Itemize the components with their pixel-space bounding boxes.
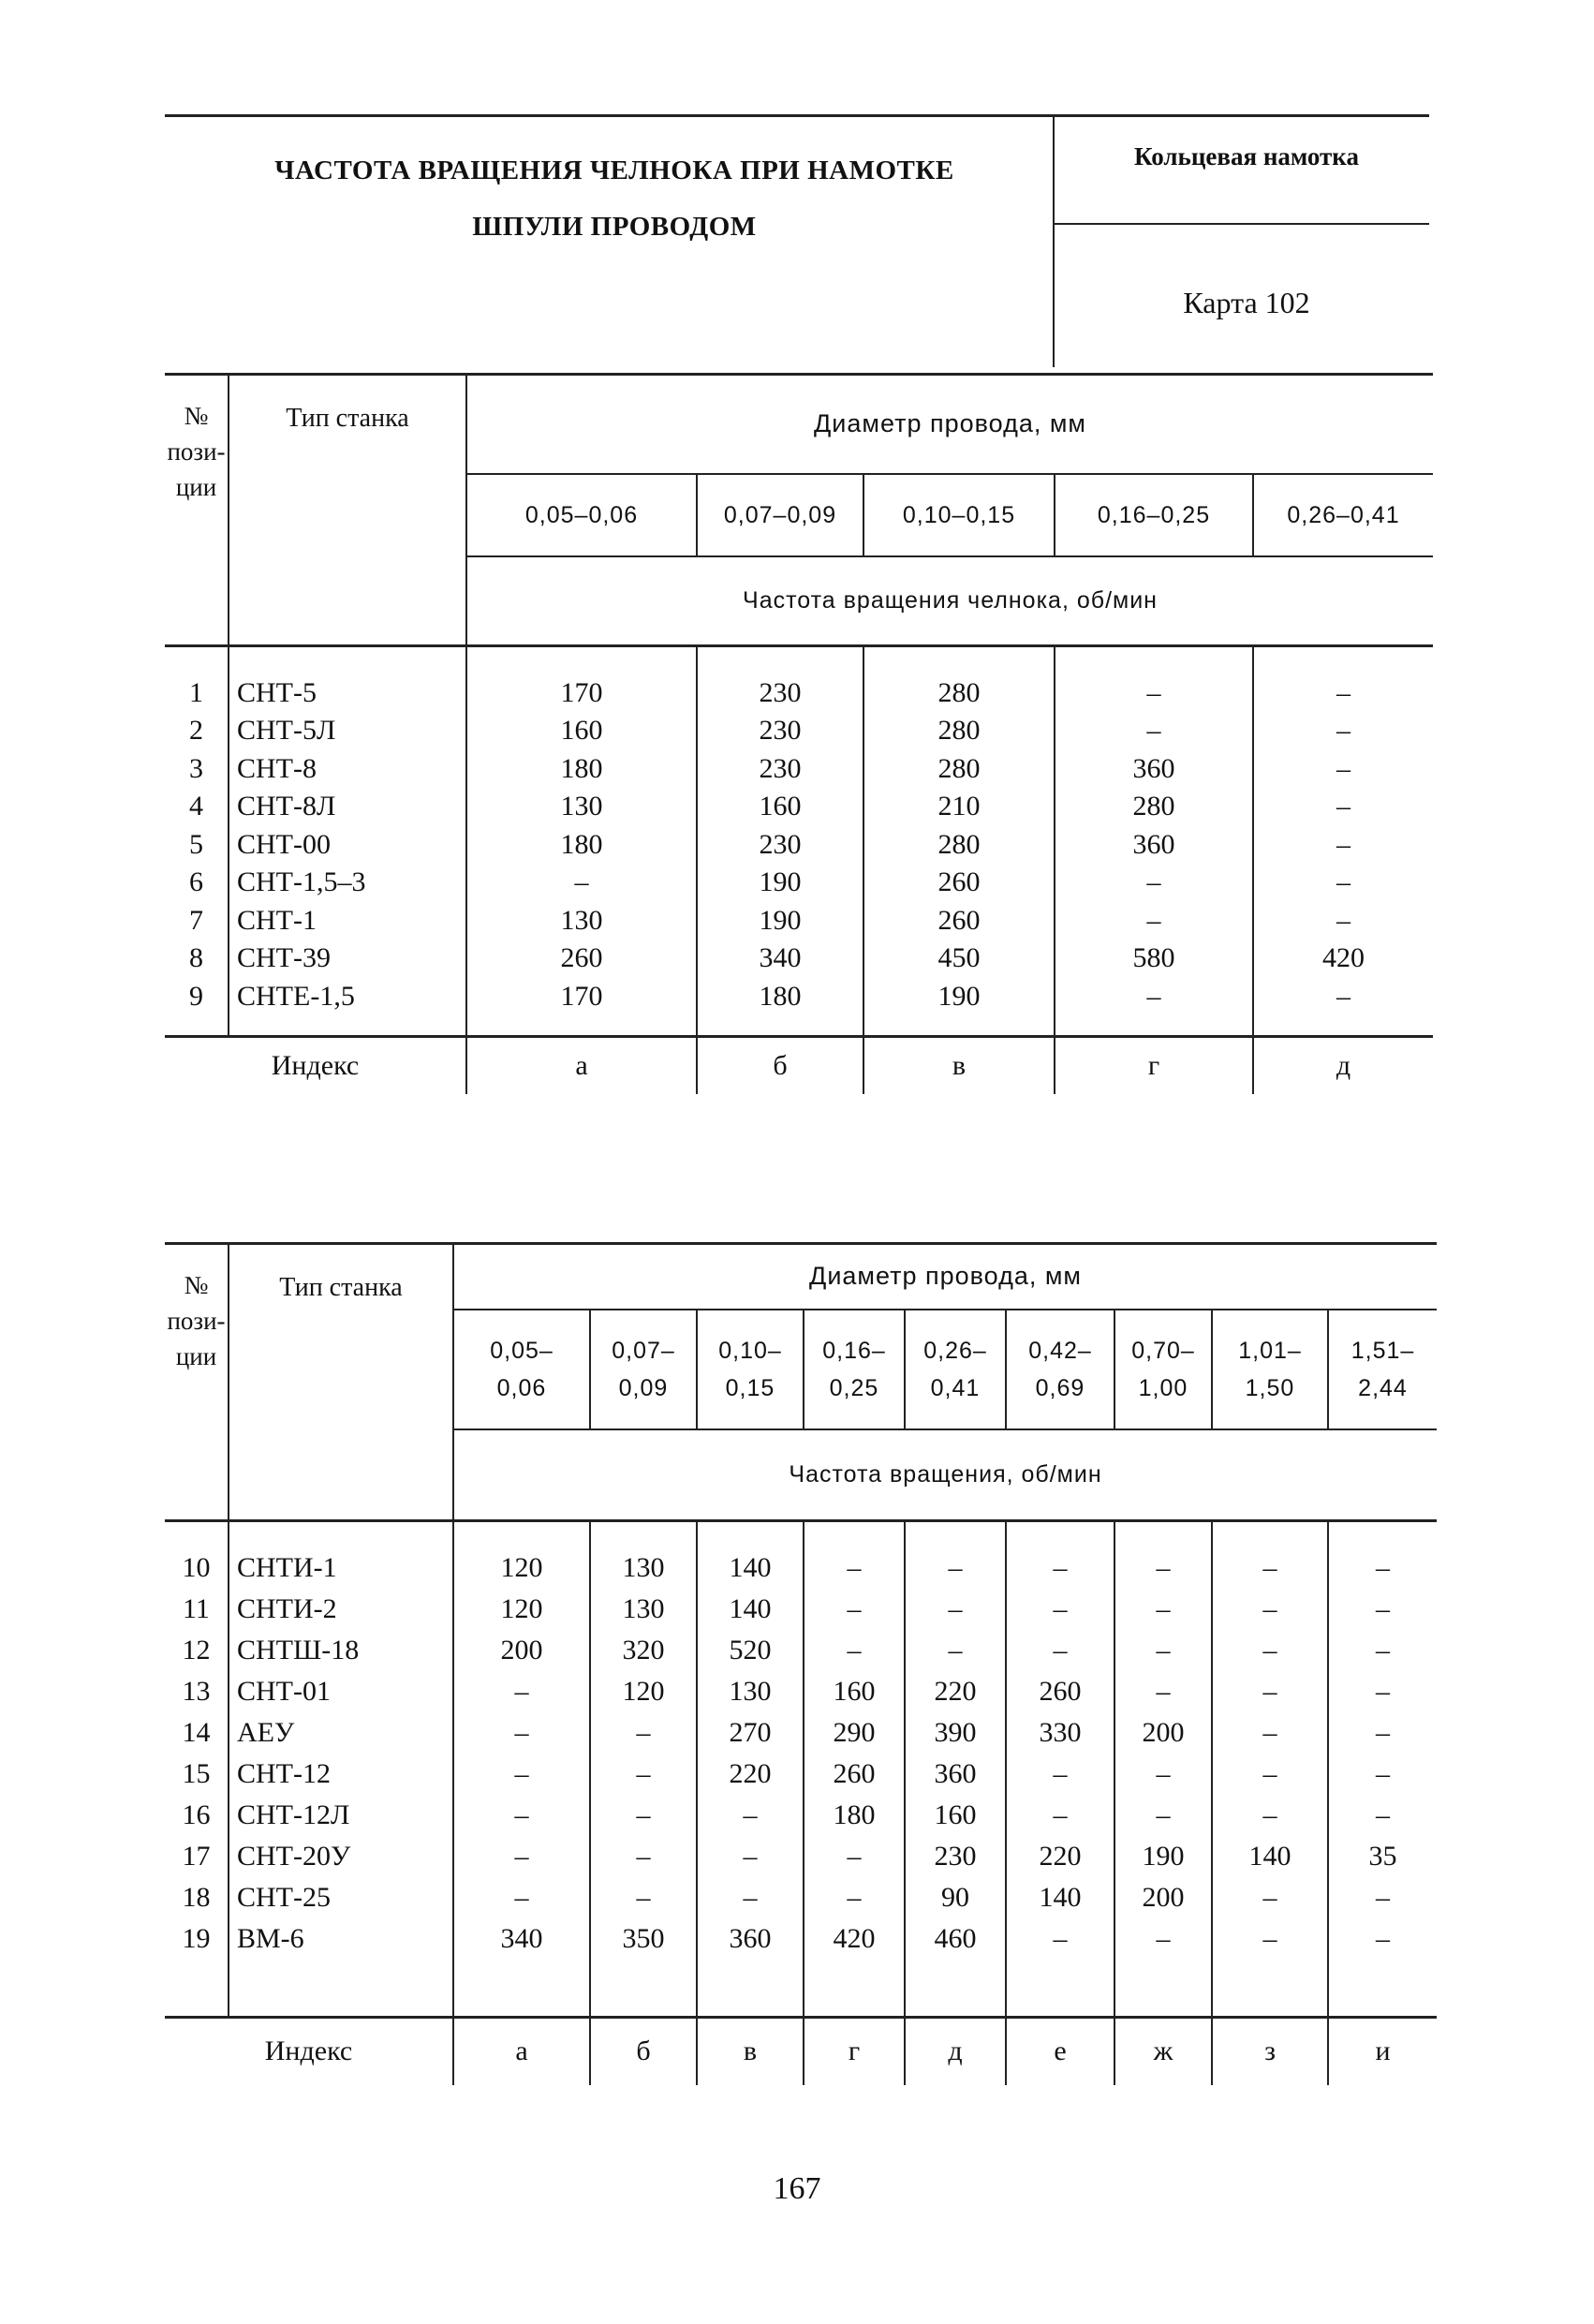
value-cell: 130	[697, 1671, 804, 1712]
spacer-cell	[1055, 646, 1253, 674]
table-row	[165, 864, 1433, 902]
range-to: 0,25	[829, 1374, 879, 1401]
spacer-cell	[453, 1960, 590, 2018]
value-cell: –	[697, 1836, 804, 1877]
machine-type: СНТ-12Л	[229, 1795, 453, 1836]
table-1	[165, 373, 1433, 1094]
machine-type: АЕУ	[229, 1712, 453, 1754]
value-cell: 210	[863, 788, 1055, 826]
spacer-cell	[1114, 1521, 1212, 1547]
value-cell: 180	[466, 750, 697, 789]
winding-type: Кольцевая намотка	[1134, 142, 1359, 170]
range-a: 0,05–0,06	[466, 474, 697, 556]
value-cell: –	[1114, 1918, 1212, 1960]
value-cell: 170	[466, 674, 697, 713]
spacer-cell	[697, 1015, 863, 1036]
spacer-cell	[165, 646, 229, 674]
index-cell: б	[590, 2018, 697, 2085]
value-cell: 90	[905, 1877, 1006, 1918]
card-title-line2: ШПУЛИ ПРОВОДОМ	[472, 212, 757, 242]
value-cell: –	[804, 1877, 905, 1918]
spacer-cell	[1006, 1960, 1114, 2018]
range-to: 0,09	[618, 1374, 669, 1401]
value-cell: 130	[466, 788, 697, 826]
value-cell: 140	[697, 1589, 804, 1630]
index-b: б	[697, 1036, 863, 1094]
machine-type: СНТ-1	[229, 902, 466, 940]
value-cell: –	[1253, 674, 1433, 713]
spacer-cell	[804, 1521, 905, 1547]
range-to: 0,06	[496, 1374, 547, 1401]
range-from: 1,51–	[1350, 1337, 1415, 1364]
value-cell: 280	[863, 750, 1055, 789]
spacer-cell	[590, 1521, 697, 1547]
value-cell: 280	[863, 712, 1055, 750]
value-cell: –	[804, 1589, 905, 1630]
value-cell: 280	[863, 674, 1055, 713]
range-cell	[590, 1310, 697, 1429]
value-cell: 200	[1114, 1712, 1212, 1754]
spacer-cell	[1055, 1015, 1253, 1036]
machine-type: СНТ-01	[229, 1671, 453, 1712]
value-cell: 230	[697, 826, 863, 865]
value-cell: –	[1055, 712, 1253, 750]
value-cell: –	[1055, 864, 1253, 902]
value-cell: 420	[804, 1918, 905, 1960]
value-cell: –	[1253, 712, 1433, 750]
value-cell: –	[1253, 788, 1433, 826]
value-cell: 360	[1055, 750, 1253, 789]
frequency-header: Частота вращения, об/мин	[453, 1429, 1437, 1521]
value-cell: –	[453, 1671, 590, 1712]
machine-type: СНТ-39	[229, 940, 466, 978]
row-number: 4	[189, 791, 203, 822]
index-cell: е	[1006, 2018, 1114, 2085]
spacer-cell	[165, 1521, 229, 1547]
value-cell: 220	[1006, 1836, 1114, 1877]
value-cell: 120	[590, 1671, 697, 1712]
value-cell: –	[1006, 1754, 1114, 1795]
range-cell	[905, 1310, 1006, 1429]
col-position-no: № пози- ции	[165, 1244, 229, 1521]
card-title	[165, 142, 1064, 255]
index-cell: а	[453, 2018, 590, 2085]
range-b: 0,07–0,09	[697, 474, 863, 556]
table-row	[165, 1877, 1437, 1918]
value-cell: 460	[905, 1918, 1006, 1960]
value-cell: –	[590, 1795, 697, 1836]
machine-type: СНТИ-2	[229, 1589, 453, 1630]
range-to: 2,44	[1358, 1374, 1408, 1401]
range-cell	[697, 1310, 804, 1429]
diameter-header: Диаметр провода, мм	[466, 375, 1433, 474]
value-cell: 350	[590, 1918, 697, 1960]
spacer-cell	[1253, 646, 1433, 674]
range-to: 1,00	[1138, 1374, 1188, 1401]
value-cell: 200	[1114, 1877, 1212, 1918]
value-cell: 360	[1055, 826, 1253, 865]
range-from: 1,01–	[1238, 1337, 1302, 1364]
row-number: 10	[182, 1551, 211, 1583]
value-cell: 340	[697, 940, 863, 978]
value-cell: 360	[905, 1754, 1006, 1795]
value-cell: –	[804, 1630, 905, 1671]
value-cell: 420	[1253, 940, 1433, 978]
spacer-cell	[905, 1521, 1006, 1547]
range-cell	[453, 1310, 590, 1429]
range-from: 0,07–	[612, 1337, 675, 1364]
row-number: 9	[189, 980, 203, 1012]
value-cell: 190	[697, 902, 863, 940]
table-row	[165, 1712, 1437, 1754]
value-cell: –	[1006, 1918, 1114, 1960]
value-cell: –	[1006, 1795, 1114, 1836]
value-cell: 270	[697, 1712, 804, 1754]
value-cell: –	[1328, 1795, 1437, 1836]
value-cell: 140	[1212, 1836, 1328, 1877]
value-cell: –	[466, 864, 697, 902]
range-cell	[1328, 1310, 1437, 1429]
spacer-cell	[590, 1960, 697, 2018]
col-machine-type: Тип станка	[229, 1244, 453, 1521]
value-cell: 190	[863, 978, 1055, 1016]
machine-type: СНТИ-1	[229, 1547, 453, 1589]
table-row	[165, 1836, 1437, 1877]
value-cell: 130	[466, 902, 697, 940]
row-number: 1	[189, 676, 203, 708]
table-row	[165, 712, 1433, 750]
value-cell: –	[1114, 1547, 1212, 1589]
value-cell: –	[590, 1754, 697, 1795]
value-cell: 260	[1006, 1671, 1114, 1712]
value-cell: –	[1328, 1671, 1437, 1712]
value-cell: –	[1328, 1589, 1437, 1630]
table-row	[165, 1547, 1437, 1589]
spacer-cell	[165, 1960, 229, 2018]
value-cell: –	[1055, 902, 1253, 940]
range-from: 0,10–	[718, 1337, 782, 1364]
range-cell	[1006, 1310, 1114, 1429]
index-cell: з	[1212, 2018, 1328, 2085]
value-cell: 230	[697, 674, 863, 713]
value-cell: –	[1253, 902, 1433, 940]
machine-type: СНТШ-18	[229, 1630, 453, 1671]
spacer-cell	[697, 646, 863, 674]
table-row	[165, 1918, 1437, 1960]
spacer-cell	[697, 1960, 804, 2018]
value-cell: 130	[590, 1547, 697, 1589]
machine-type: СНТ-5	[229, 674, 466, 713]
table-row	[165, 674, 1433, 713]
table-row	[165, 978, 1433, 1016]
value-cell: –	[1114, 1754, 1212, 1795]
value-cell: –	[1212, 1630, 1328, 1671]
range-from: 0,26–	[923, 1337, 987, 1364]
spacer-cell	[863, 646, 1055, 674]
value-cell: –	[1006, 1630, 1114, 1671]
value-cell: –	[590, 1836, 697, 1877]
value-cell: –	[1212, 1712, 1328, 1754]
row-number: 14	[182, 1716, 211, 1748]
spacer-cell	[1328, 1960, 1437, 2018]
spacer-cell	[466, 1015, 697, 1036]
card-header	[165, 114, 1429, 367]
value-cell: –	[1328, 1712, 1437, 1754]
spacer-cell	[229, 1015, 466, 1036]
spacer-cell	[905, 1960, 1006, 2018]
value-cell: –	[905, 1589, 1006, 1630]
index-cell: и	[1328, 2018, 1437, 2085]
index-cell: ж	[1114, 2018, 1212, 2085]
spacer-cell	[1328, 1521, 1437, 1547]
value-cell: –	[697, 1795, 804, 1836]
spacer-cell	[229, 1521, 453, 1547]
value-cell: 120	[453, 1589, 590, 1630]
value-cell: –	[453, 1877, 590, 1918]
col-position-no: № пози- ции	[165, 375, 229, 646]
index-g: г	[1055, 1036, 1253, 1094]
value-cell: –	[1114, 1795, 1212, 1836]
index-label: Индекс	[264, 2035, 353, 2067]
spacer-cell	[165, 1015, 229, 1036]
spacer-cell	[1212, 1521, 1328, 1547]
range-d: 0,26–0,41	[1253, 474, 1433, 556]
header-top-rule	[165, 114, 1429, 117]
frequency-header: Частота вращения челнока, об/мин	[466, 556, 1433, 646]
spacer-cell	[466, 646, 697, 674]
machine-type: СНТ-00	[229, 826, 466, 865]
value-cell: 190	[697, 864, 863, 902]
range-from: 0,05–	[490, 1337, 553, 1364]
value-cell: 360	[697, 1918, 804, 1960]
value-cell: –	[1328, 1918, 1437, 1960]
value-cell: –	[1212, 1754, 1328, 1795]
value-cell: 120	[453, 1547, 590, 1589]
value-cell: –	[453, 1712, 590, 1754]
range-from: 0,42–	[1028, 1337, 1092, 1364]
card-title-line1: ЧАСТОТА ВРАЩЕНИЯ ЧЕЛНОКА ПРИ НАМОТКЕ	[274, 155, 954, 185]
value-cell: –	[1328, 1754, 1437, 1795]
col-machine-type: Тип станка	[229, 375, 466, 646]
value-cell: –	[1212, 1877, 1328, 1918]
machine-type: СНТЕ-1,5	[229, 978, 466, 1016]
value-cell: 260	[863, 902, 1055, 940]
spacer-cell	[804, 1960, 905, 2018]
value-cell: 160	[905, 1795, 1006, 1836]
value-cell: –	[590, 1712, 697, 1754]
value-cell: –	[453, 1754, 590, 1795]
value-cell: –	[697, 1877, 804, 1918]
range-cell	[804, 1310, 905, 1429]
machine-type: СНТ-8Л	[229, 788, 466, 826]
value-cell: 260	[466, 940, 697, 978]
diameter-header: Диаметр провода, мм	[453, 1244, 1437, 1310]
value-cell: 520	[697, 1630, 804, 1671]
value-cell: 340	[453, 1918, 590, 1960]
machine-type: СНТ-1,5–3	[229, 864, 466, 902]
spacer-cell	[697, 1521, 804, 1547]
row-number: 19	[182, 1922, 211, 1954]
table-2	[165, 1242, 1437, 2085]
table-row	[165, 750, 1433, 789]
value-cell: 320	[590, 1630, 697, 1671]
value-cell: –	[453, 1795, 590, 1836]
value-cell: 130	[590, 1589, 697, 1630]
spacer-cell	[1253, 1015, 1433, 1036]
value-cell: –	[1253, 826, 1433, 865]
value-cell: 160	[697, 788, 863, 826]
value-cell: 180	[804, 1795, 905, 1836]
machine-type: ВМ-6	[229, 1918, 453, 1960]
spacer-cell	[229, 646, 466, 674]
range-to: 0,69	[1035, 1374, 1085, 1401]
value-cell: –	[1328, 1877, 1437, 1918]
range-to: 0,15	[725, 1374, 775, 1401]
value-cell: 280	[1055, 788, 1253, 826]
machine-type: СНТ-25	[229, 1877, 453, 1918]
index-cell: г	[804, 2018, 905, 2085]
range-cell	[1114, 1310, 1212, 1429]
range-to: 1,50	[1245, 1374, 1295, 1401]
value-cell: –	[804, 1836, 905, 1877]
value-cell: –	[905, 1547, 1006, 1589]
row-number: 7	[189, 904, 203, 936]
value-cell: 190	[1114, 1836, 1212, 1877]
value-cell: –	[1006, 1547, 1114, 1589]
value-cell: 180	[466, 826, 697, 865]
value-cell: –	[1212, 1918, 1328, 1960]
card-number: Карта 102	[1183, 286, 1310, 319]
value-cell: 390	[905, 1712, 1006, 1754]
row-number: 5	[189, 828, 203, 860]
row-number: 16	[182, 1799, 211, 1830]
row-number: 17	[182, 1840, 211, 1872]
value-cell: –	[453, 1836, 590, 1877]
table-row	[165, 1754, 1437, 1795]
value-cell: –	[1055, 674, 1253, 713]
spacer-cell	[453, 1521, 590, 1547]
row-number: 15	[182, 1757, 211, 1789]
table-row	[165, 1671, 1437, 1712]
table-row	[165, 788, 1433, 826]
table-row	[165, 1795, 1437, 1836]
range-to: 0,41	[930, 1374, 981, 1401]
value-cell: –	[1006, 1589, 1114, 1630]
value-cell: –	[1055, 978, 1253, 1016]
value-cell: 200	[453, 1630, 590, 1671]
value-cell: 160	[804, 1671, 905, 1712]
value-cell: –	[905, 1630, 1006, 1671]
value-cell: 220	[905, 1671, 1006, 1712]
value-cell: 280	[863, 826, 1055, 865]
table-row	[165, 940, 1433, 978]
value-cell: –	[1328, 1630, 1437, 1671]
index-a: а	[466, 1036, 697, 1094]
spacer-cell	[863, 1015, 1055, 1036]
value-cell: 140	[1006, 1877, 1114, 1918]
value-cell: –	[1114, 1630, 1212, 1671]
row-number: 2	[189, 715, 203, 747]
page-number: 167	[773, 2171, 821, 2206]
row-number: 18	[182, 1881, 211, 1913]
index-cell: в	[697, 2018, 804, 2085]
value-cell: 330	[1006, 1712, 1114, 1754]
index-v: в	[863, 1036, 1055, 1094]
row-number: 11	[183, 1592, 210, 1624]
value-cell: –	[1253, 864, 1433, 902]
value-cell: –	[1253, 978, 1433, 1016]
row-number: 12	[182, 1634, 211, 1665]
header-right-rule	[1053, 223, 1429, 225]
table-row	[165, 1630, 1437, 1671]
row-number: 6	[189, 866, 203, 898]
machine-type: СНТ-5Л	[229, 712, 466, 750]
value-cell: 170	[466, 978, 697, 1016]
machine-type: СНТ-8	[229, 750, 466, 789]
value-cell: 220	[697, 1754, 804, 1795]
row-number: 8	[189, 942, 203, 974]
machine-type: СНТ-20У	[229, 1836, 453, 1877]
machine-type: СНТ-12	[229, 1754, 453, 1795]
value-cell: 230	[697, 750, 863, 789]
spacer-cell	[1006, 1521, 1114, 1547]
value-cell: –	[804, 1547, 905, 1589]
value-cell: 450	[863, 940, 1055, 978]
value-cell: 290	[804, 1712, 905, 1754]
index-label: Индекс	[271, 1049, 360, 1081]
value-cell: –	[1114, 1589, 1212, 1630]
value-cell: 140	[697, 1547, 804, 1589]
range-v: 0,10–0,15	[863, 474, 1055, 556]
value-cell: 260	[804, 1754, 905, 1795]
value-cell: 160	[466, 712, 697, 750]
value-cell: –	[1328, 1547, 1437, 1589]
range-from: 0,70–	[1131, 1337, 1195, 1364]
range-g: 0,16–0,25	[1055, 474, 1253, 556]
index-d: д	[1253, 1036, 1433, 1094]
value-cell: 580	[1055, 940, 1253, 978]
spacer-cell	[229, 1960, 453, 2018]
row-number: 3	[189, 752, 203, 784]
range-cell	[1212, 1310, 1328, 1429]
value-cell: –	[590, 1877, 697, 1918]
table-row	[165, 902, 1433, 940]
value-cell: –	[1212, 1589, 1328, 1630]
table-row	[165, 826, 1433, 865]
value-cell: –	[1212, 1795, 1328, 1836]
value-cell: –	[1114, 1671, 1212, 1712]
value-cell: –	[1212, 1671, 1328, 1712]
spacer-cell	[1114, 1960, 1212, 2018]
value-cell: –	[1253, 750, 1433, 789]
value-cell: 230	[697, 712, 863, 750]
value-cell: –	[1212, 1547, 1328, 1589]
value-cell: 230	[905, 1836, 1006, 1877]
range-from: 0,16–	[822, 1337, 886, 1364]
value-cell: 35	[1328, 1836, 1437, 1877]
table-row	[165, 1589, 1437, 1630]
index-cell: д	[905, 2018, 1006, 2085]
spacer-cell	[1212, 1960, 1328, 2018]
value-cell: 180	[697, 978, 863, 1016]
value-cell: 260	[863, 864, 1055, 902]
row-number: 13	[182, 1675, 211, 1707]
